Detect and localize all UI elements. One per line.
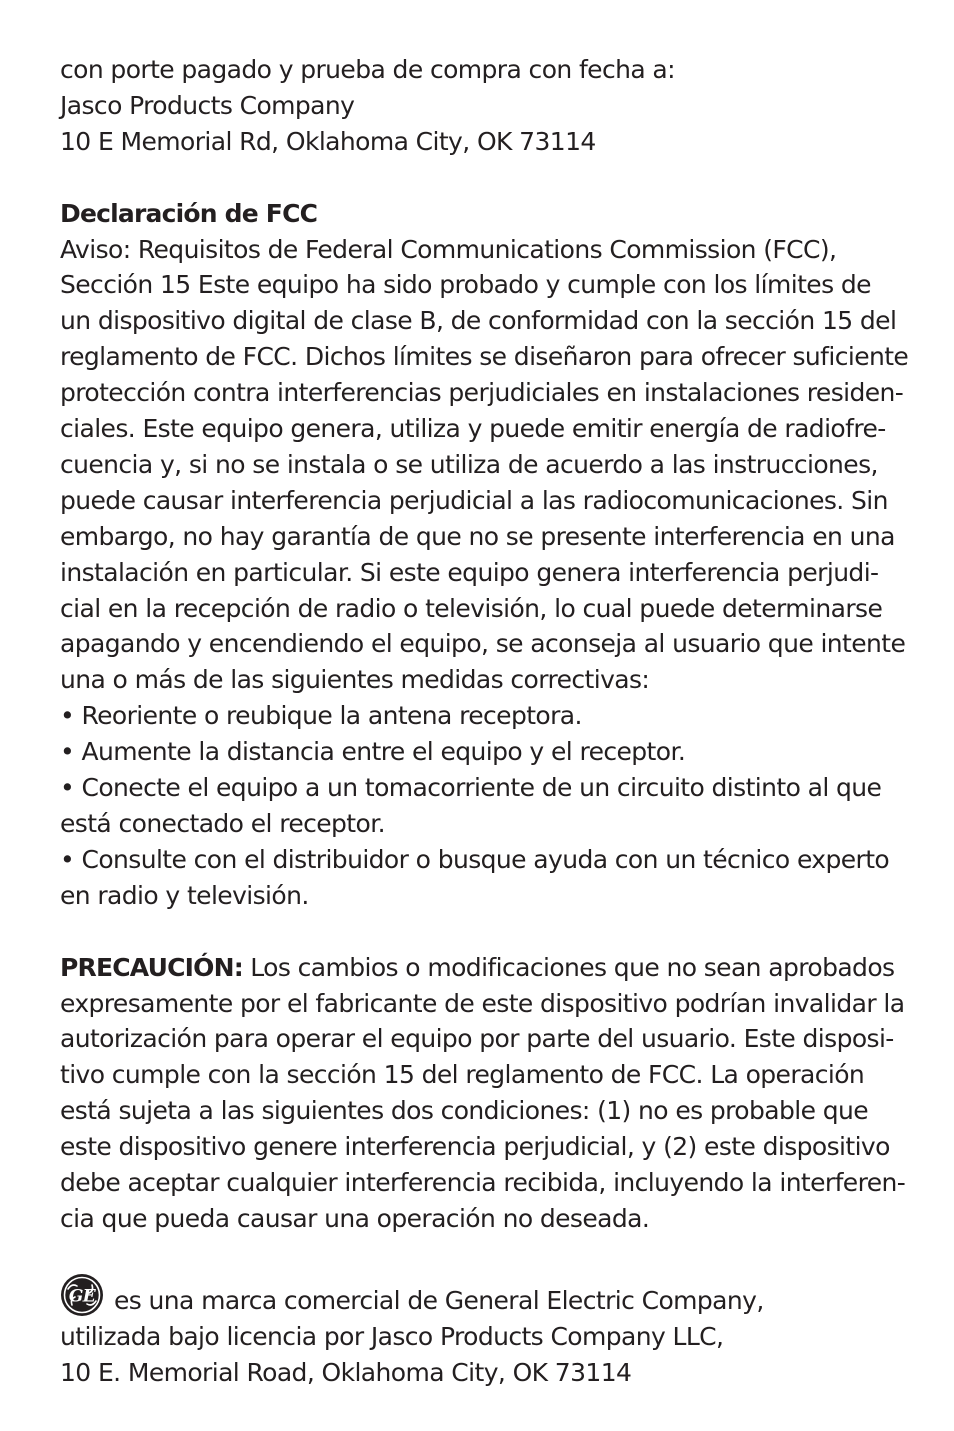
caution-first-line-text: Los cambios o modificaciones que no sean aprobados [242,952,895,982]
caution-label: PRECAUCIÓN: [60,952,243,982]
fcc-body-line: reglamento de FCC. Dichos límites se diseñaron para ofrecer suficiente [60,342,909,372]
fcc-bullet-continuation: en radio y televisión. [60,880,309,910]
caution-line: debe aceptar cualquier interferencia recibida, incluyendo la interferen- [60,1168,906,1198]
paragraph-spacer [60,914,900,950]
caution-line: cia que pueda causar una operación no deseada. [60,1203,650,1233]
trademark-line: utilizada bajo licencia por Jasco Products Company LLC, [60,1321,724,1351]
fcc-statement-section [60,196,909,914]
caution-line: está sujeta a las siguientes dos condiciones: (1) no es probable que [60,1096,869,1126]
fcc-bullet-item: • Consulte con el distribuidor o busque ayuda con un técnico experto [60,844,890,874]
caution-section [60,950,906,1237]
caution-line: este dispositivo genere interferencia perjudicial, y (2) este dispositivo [60,1132,890,1162]
fcc-body-line: apagando y encendiendo el equipo, se aconseja al usuario que intente [60,629,906,659]
fcc-body-line: Aviso: Requisitos de Federal Communications Commission (FCC), [60,234,837,264]
fcc-body-line: un dispositivo digital de clase B, de conformidad con la sección 15 del [60,306,897,336]
address-line: Jasco Products Company [60,90,355,120]
caution-line: expresamente por el fabricante de este dispositivo podrían invalidar la [60,988,905,1018]
fcc-body-line: protección contra interferencias perjudiciales en instalaciones residen- [60,378,904,408]
trademark-line: 10 E. Memorial Road, Oklahoma City, OK 73114 [60,1357,632,1387]
paragraph-spacer [60,160,900,196]
fcc-bullet-continuation: está conectado el receptor. [60,809,385,839]
address-line: 10 E Memorial Rd, Oklahoma City, OK 73114 [60,126,596,156]
ge-logo-text: GE [68,1286,96,1307]
fcc-body-line: Sección 15 Este equipo ha sido probado y cumple con los límites de [60,270,871,300]
fcc-body-line: cial en la recepción de radio o televisión, lo cual puede determinarse [60,593,883,623]
ge-monogram-icon [60,1273,104,1317]
trademark-first-line [60,1273,900,1319]
fcc-body-line: embargo, no hay garantía de que no se presente interferencia en una [60,521,895,551]
fcc-bullet-item: • Reoriente o reubique la antena receptora. [60,701,582,731]
document-page [60,52,909,1391]
caution-line: autorización para operar el equipo por parte del usuario. Este disposi- [60,1024,894,1054]
fcc-body-line: instalación en particular. Si este equipo genera interferencia perjudi- [60,557,879,587]
fcc-body-line: una o más de las siguientes medidas correctivas: [60,665,650,695]
paragraph-spacer [60,1237,900,1273]
caution-line: tivo cumple con la sección 15 del reglamento de FCC. La operación [60,1060,865,1090]
caution-first-line [60,950,900,986]
fcc-body-line: puede causar interferencia perjudicial a las radiocomunicaciones. Sin [60,485,888,515]
return-address-block [60,52,900,160]
fcc-bullet-item: • Conecte el equipo a un tomacorriente de un circuito distinto al que [60,773,882,803]
fcc-bullet-item: • Aumente la distancia entre el equipo y el receptor. [60,737,686,767]
trademark-section [60,1273,900,1391]
trademark-line: es una marca comercial de General Electric Company, [114,1285,764,1315]
fcc-body-line: cuencia y, si no se instala o se utiliza de acuerdo a las instrucciones, [60,449,878,479]
address-line: con porte pagado y prueba de compra con fecha a: [60,55,675,84]
fcc-heading: Declaración de FCC [60,198,318,228]
fcc-body-line: ciales. Este equipo genera, utiliza y puede emitir energía de radiofre- [60,414,886,444]
